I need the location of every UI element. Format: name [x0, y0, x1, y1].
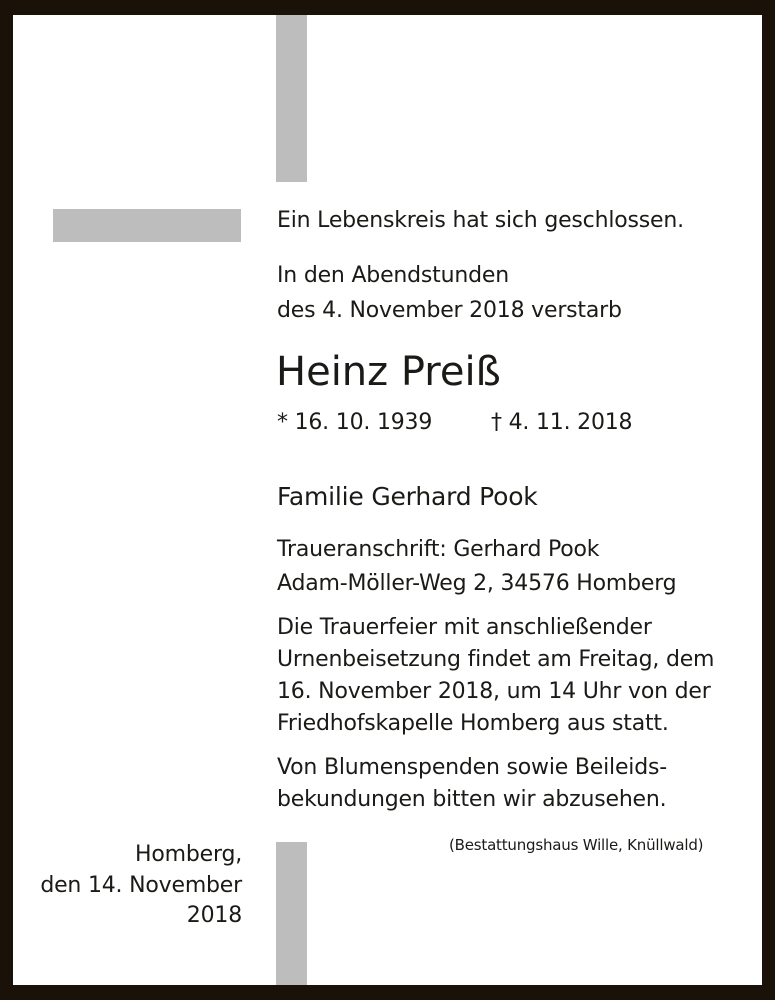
date-line-2: 2018 [186, 903, 242, 928]
funeral-home: (Bestattungshaus Wille, Knüllwald) [449, 836, 704, 854]
place-line: Homberg, [135, 842, 242, 867]
passing-line-1: In den Abendstunden [277, 263, 509, 288]
ceremony-line-1: Die Trauerfeier mit anschließender [277, 615, 652, 640]
cross-bottom-bar [276, 842, 307, 985]
deceased-name: Heinz Preiß [276, 349, 501, 395]
birth-date: * 16. 10. 1939 [277, 410, 433, 435]
passing-line-2: des 4. November 2018 verstarb [277, 298, 622, 323]
cross-left-bar [53, 209, 241, 242]
death-date: † 4. 11. 2018 [491, 410, 633, 435]
request-line-2: bekundungen bitten wir abzusehen. [277, 787, 667, 812]
address-line-1: Traueranschrift: Gerhard Pook [277, 537, 600, 562]
intro-line: Ein Lebenskreis hat sich geschlossen. [277, 208, 684, 233]
ceremony-line-3: 16. November 2018, um 14 Uhr von der [277, 679, 711, 704]
date-line-1: den 14. November [40, 873, 242, 898]
family-name: Familie Gerhard Pook [277, 482, 538, 511]
request-line-1: Von Blumenspenden sowie Beileids- [277, 755, 667, 780]
ceremony-line-4: Friedhofskapelle Homberg aus statt. [277, 711, 669, 736]
cross-top-bar [276, 15, 307, 182]
obituary-card [13, 15, 762, 985]
address-line-2: Adam-Möller-Weg 2, 34576 Homberg [277, 571, 677, 596]
ceremony-line-2: Urnenbeisetzung findet am Freitag, dem [277, 647, 715, 672]
